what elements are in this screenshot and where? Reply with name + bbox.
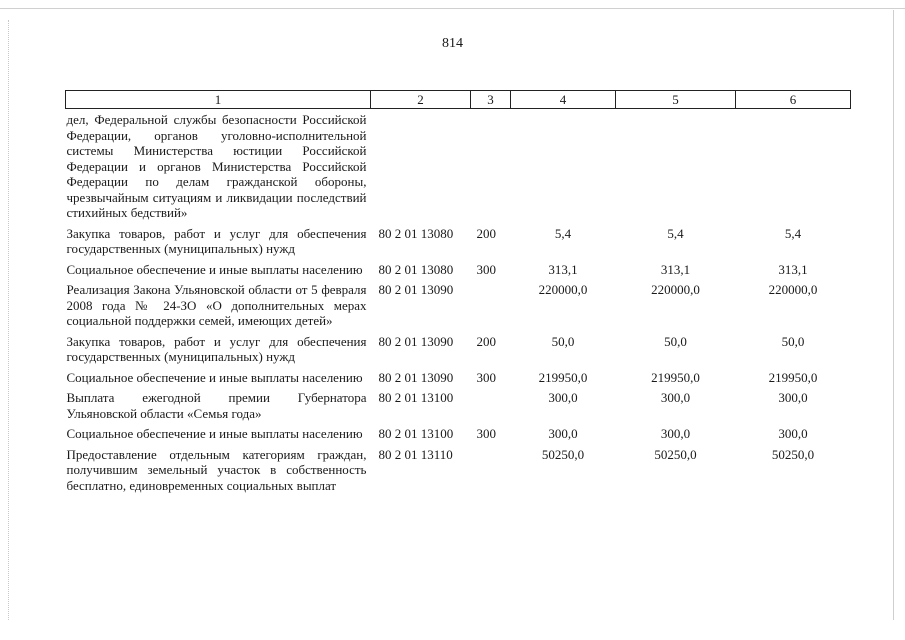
row-code: 80 2 01 13090 bbox=[378, 282, 454, 297]
row-amount-3: 5,4 bbox=[784, 225, 802, 241]
row-expense-type bbox=[471, 444, 511, 496]
table-row bbox=[66, 109, 851, 223]
table-row bbox=[66, 367, 851, 388]
row-name: Социальное обеспечение и иные выплаты населению bbox=[66, 426, 363, 441]
row-name: Закупка товаров, работ и услуг для обеспечения государственных (муниципальных) нужд bbox=[66, 333, 367, 364]
row-amount-2 bbox=[616, 109, 736, 223]
row-code: 80 2 01 13100 bbox=[378, 426, 454, 441]
row-amount-3: 300,0 bbox=[778, 426, 808, 441]
row-amount-2: 313,1 bbox=[660, 261, 691, 277]
row-expense-type: 300 bbox=[476, 369, 496, 385]
column-header-name: 1 bbox=[66, 91, 371, 109]
table-row bbox=[66, 279, 851, 331]
table-row bbox=[66, 444, 851, 496]
row-amount-1: 50,0 bbox=[551, 333, 575, 349]
row-amount-2: 220000,0 bbox=[651, 282, 700, 297]
row-amount-1: 5,4 bbox=[554, 225, 572, 241]
row-amount-3: 220000,0 bbox=[768, 282, 818, 297]
row-code: 80 2 01 13110 bbox=[378, 446, 453, 462]
row-name: Реализация Закона Ульяновской области от 5 февраля 2008 года № 24-ЗО «О дополнительных мерах социальной поддержки семей, имеющих детей» bbox=[66, 282, 367, 328]
table-row bbox=[66, 387, 851, 423]
row-amount-3 bbox=[736, 109, 851, 223]
scan-edge-right bbox=[893, 10, 894, 620]
column-header-amount-2: 5 bbox=[616, 91, 736, 109]
row-amount-2: 50250,0 bbox=[654, 446, 697, 462]
row-name: Закупка товаров, работ и услуг для обеспечения государственных (муниципальных) нужд bbox=[66, 225, 367, 256]
row-amount-1: 300,0 bbox=[548, 426, 578, 441]
row-amount-3: 313,1 bbox=[778, 261, 808, 277]
row-code bbox=[371, 109, 471, 223]
row-name: Социальное обеспечение и иные выплаты населению bbox=[66, 261, 363, 277]
column-header-amount-3: 6 bbox=[736, 91, 851, 109]
row-code: 80 2 01 13080 bbox=[378, 261, 454, 277]
row-amount-1 bbox=[511, 109, 616, 223]
row-code: 80 2 01 13090 bbox=[378, 333, 454, 349]
row-amount-1: 50250,0 bbox=[541, 446, 585, 462]
row-amount-2: 50,0 bbox=[664, 333, 687, 349]
row-amount-1: 219950,0 bbox=[538, 369, 588, 385]
row-amount-1: 220000,0 bbox=[538, 282, 588, 297]
row-expense-type bbox=[471, 109, 511, 223]
row-amount-2: 300,0 bbox=[660, 390, 691, 405]
row-expense-type: 300 bbox=[476, 261, 496, 277]
row-expense-type bbox=[471, 387, 511, 423]
row-expense-type bbox=[471, 279, 511, 331]
row-code: 80 2 01 13080 bbox=[378, 225, 454, 241]
row-amount-2: 300,0 bbox=[660, 426, 691, 441]
row-amount-1: 313,1 bbox=[548, 261, 578, 277]
row-amount-1: 300,0 bbox=[548, 390, 578, 405]
scan-edge-left bbox=[8, 20, 9, 620]
row-code: 80 2 01 13100 bbox=[378, 390, 454, 405]
row-name: дел, Федеральной службы безопасности Российской Федерации, органов уголовно-исполнительной системы Министерства юстиции Российской Федерации и органов Министерства Российской Федерации по делам гражданской обороны, чрезвычайным ситуациям и ликвидации последствий стихийных бедствий» bbox=[66, 112, 367, 220]
column-header-expense-type: 3 bbox=[471, 91, 511, 109]
row-amount-2: 219950,0 bbox=[651, 369, 700, 385]
table-row bbox=[66, 423, 851, 444]
column-header-amount-1: 4 bbox=[511, 91, 616, 109]
row-name: Выплата ежегодной премии Губернатора Ульяновской области «Семья года» bbox=[66, 390, 367, 421]
scan-edge-top bbox=[0, 8, 905, 9]
table-row bbox=[66, 331, 851, 367]
row-amount-2: 5,4 bbox=[667, 225, 684, 241]
row-amount-3: 300,0 bbox=[778, 390, 808, 405]
row-expense-type: 300 bbox=[476, 426, 496, 441]
row-expense-type: 200 bbox=[476, 333, 496, 349]
row-code: 80 2 01 13090 bbox=[378, 369, 454, 385]
row-amount-3: 50,0 bbox=[781, 333, 805, 349]
table-row bbox=[66, 259, 851, 280]
page-number: 814 bbox=[442, 36, 463, 51]
budget-table bbox=[65, 90, 851, 495]
column-header-code: 2 bbox=[371, 91, 471, 109]
row-name: Социальное обеспечение и иные выплаты населению bbox=[66, 369, 363, 385]
row-expense-type: 200 bbox=[476, 225, 496, 241]
row-amount-3: 219950,0 bbox=[768, 369, 818, 385]
row-name: Предоставление отдельным категориям граждан, получившим земельный участок в собственность бесплатно, единовременных социальных выплат bbox=[66, 446, 367, 493]
row-amount-3: 50250,0 bbox=[771, 446, 815, 462]
table-row bbox=[66, 223, 851, 259]
table-header-row bbox=[66, 91, 851, 109]
